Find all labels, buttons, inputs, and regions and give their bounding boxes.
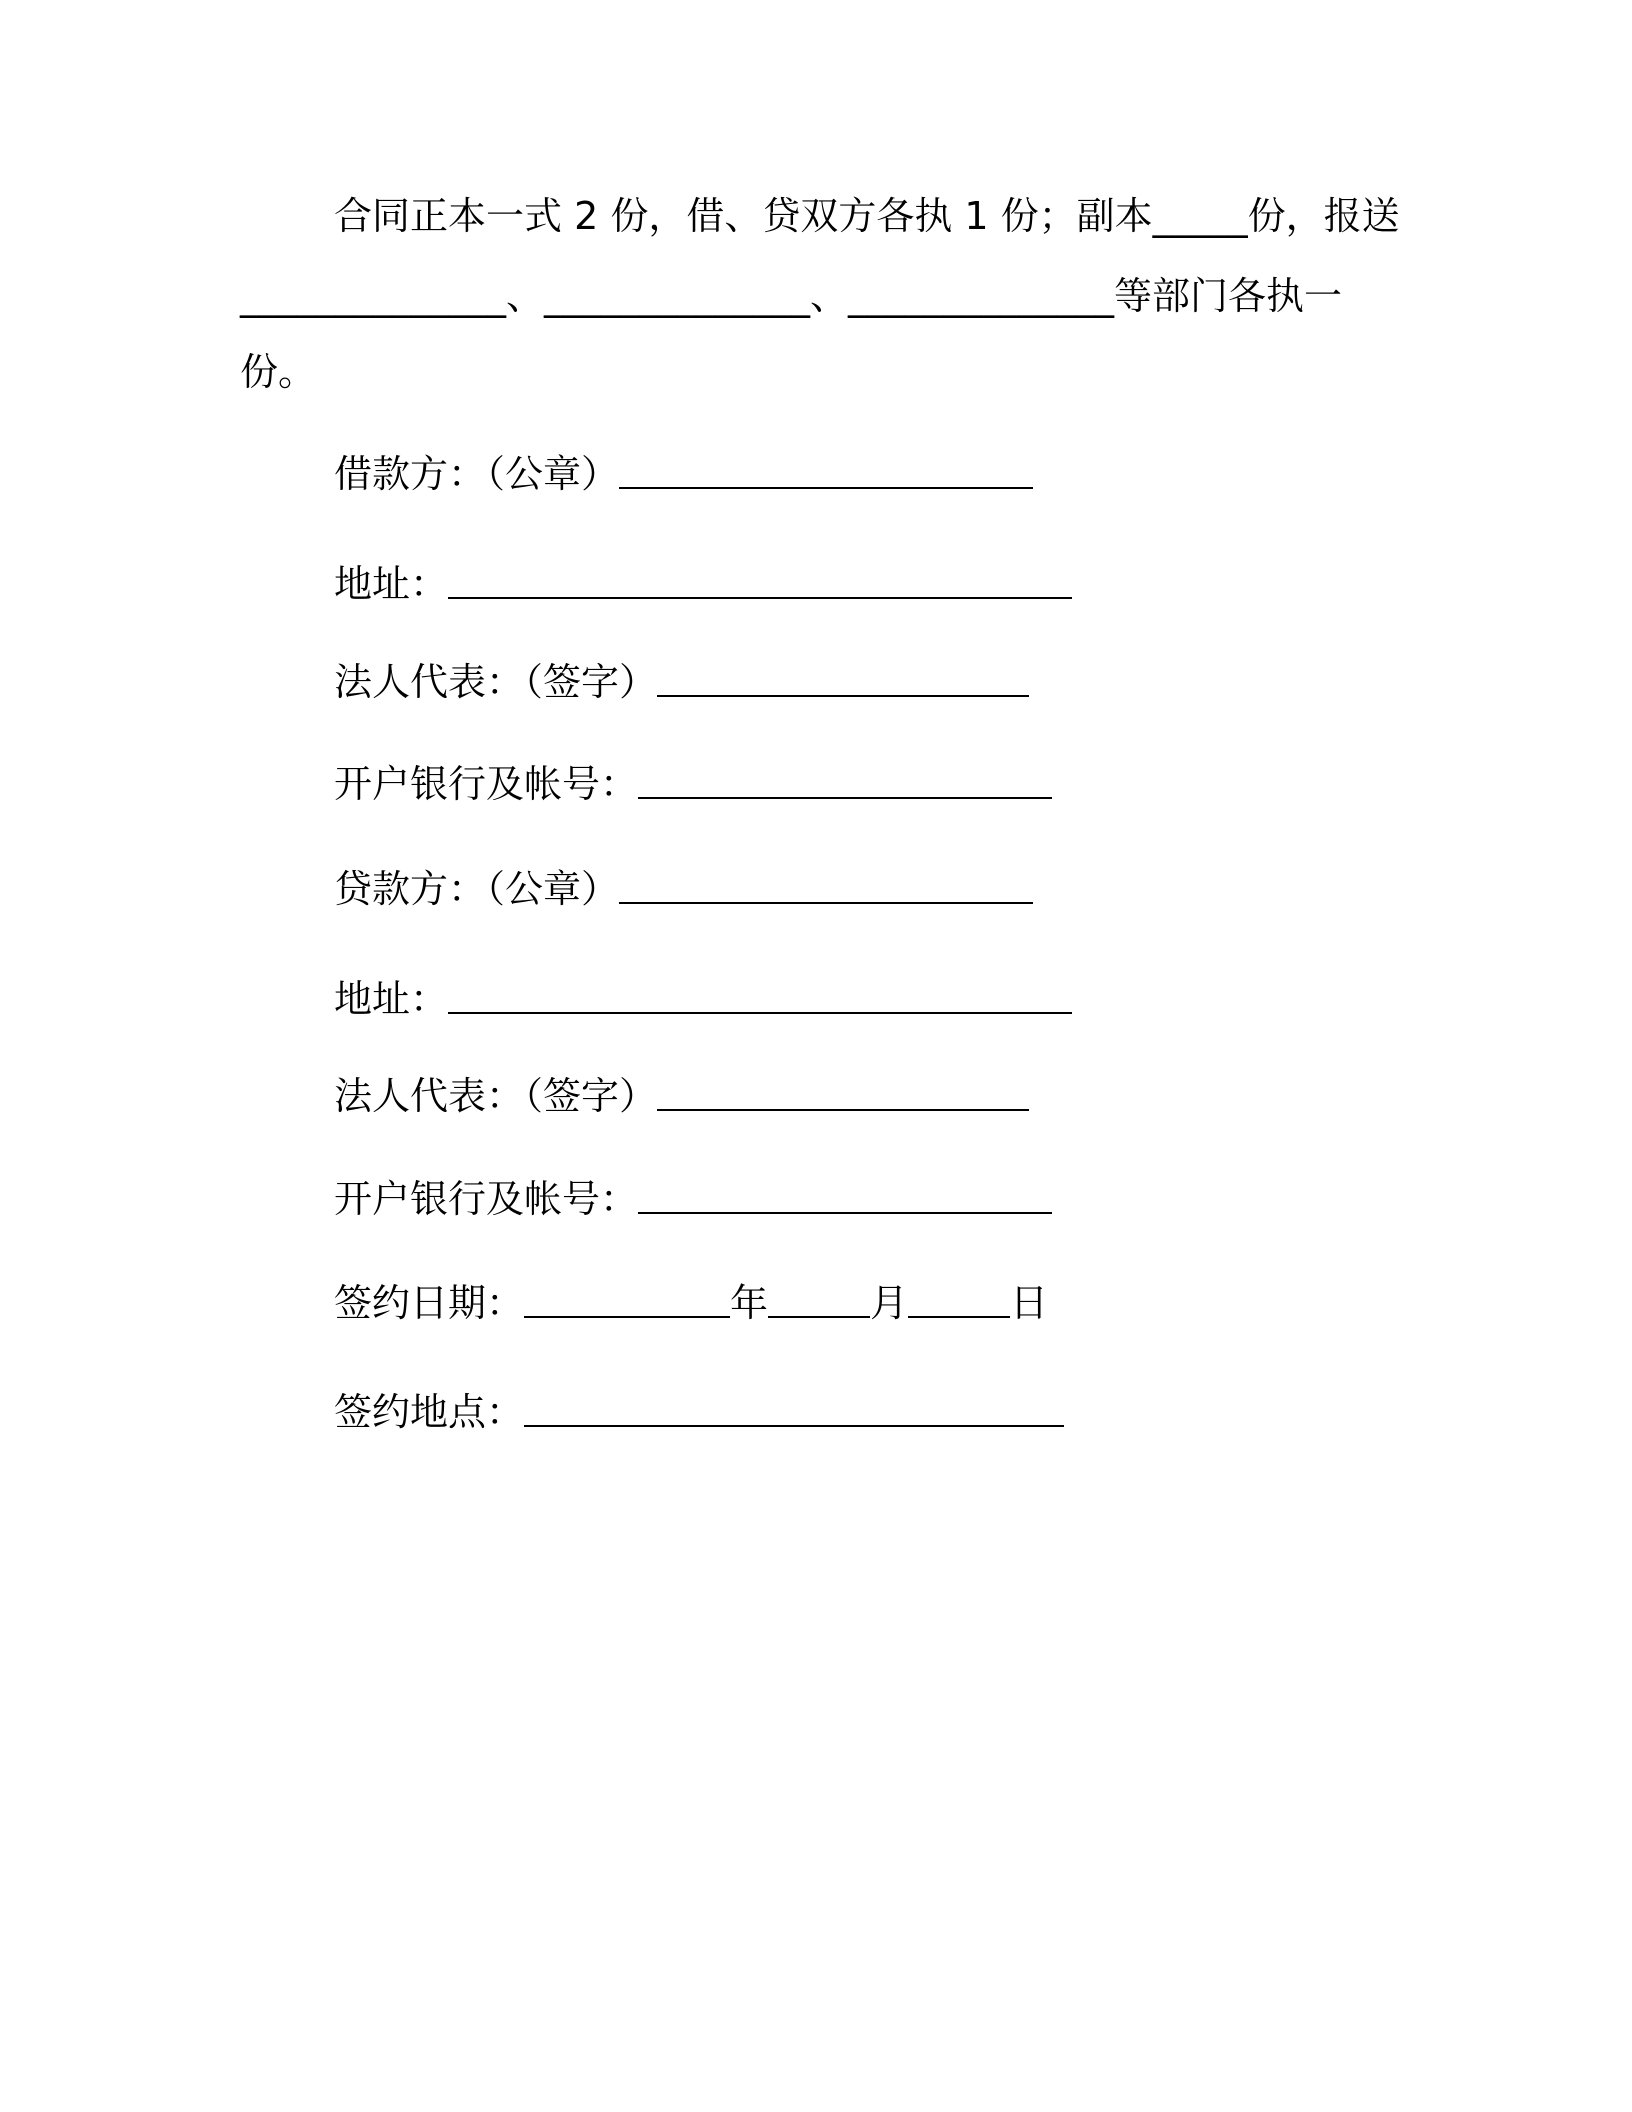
borrower-address-label: 地址： — [334, 562, 449, 606]
lender-address-label: 地址： — [334, 977, 449, 1021]
signing-date-field — [334, 1281, 1049, 1325]
signing-place-blank[interactable] — [524, 1425, 1064, 1427]
borrower-legal-rep-label: 法人代表：（签字） — [334, 660, 658, 704]
borrower-legal-rep-blank[interactable] — [657, 695, 1029, 697]
lender-legal-rep-field — [334, 1074, 1029, 1118]
month-label: 月 — [870, 1281, 909, 1325]
borrower-party-blank[interactable] — [619, 487, 1033, 489]
lender-party-field — [334, 867, 1033, 911]
signing-month-blank[interactable] — [768, 1316, 870, 1318]
lender-legal-rep-blank[interactable] — [657, 1109, 1029, 1111]
lender-bank-field — [334, 1177, 1052, 1221]
borrower-legal-rep-field — [334, 660, 1029, 704]
paragraph-line-2: ______________、______________、______________等部门各执一 — [240, 274, 1343, 318]
borrower-bank-field — [334, 762, 1052, 806]
borrower-party-label: 借款方：（公章） — [334, 452, 620, 496]
paragraph-line-3: 份。 — [240, 350, 317, 394]
lender-address-blank[interactable] — [448, 1012, 1072, 1014]
year-label: 年 — [730, 1281, 769, 1325]
lender-party-blank[interactable] — [619, 902, 1033, 904]
signing-date-label: 签约日期： — [334, 1281, 525, 1325]
borrower-address-blank[interactable] — [448, 597, 1072, 599]
day-label: 日 — [1010, 1281, 1049, 1325]
signing-place-label: 签约地点： — [334, 1390, 525, 1434]
borrower-party-field — [334, 452, 1033, 496]
lender-legal-rep-label: 法人代表：（签字） — [334, 1074, 658, 1118]
paragraph-line-1: 合同正本一式 2 份，借、贷双方各执 1 份；副本_____份，报送 — [334, 194, 1400, 238]
borrower-address-field — [334, 562, 1072, 606]
signing-day-blank[interactable] — [908, 1316, 1010, 1318]
borrower-bank-blank[interactable] — [638, 797, 1052, 799]
lender-address-field — [334, 977, 1072, 1021]
borrower-bank-label: 开户银行及帐号： — [334, 762, 639, 806]
signing-place-field — [334, 1390, 1064, 1434]
lender-bank-blank[interactable] — [638, 1212, 1052, 1214]
signing-year-blank[interactable] — [524, 1316, 730, 1318]
lender-bank-label: 开户银行及帐号： — [334, 1177, 639, 1221]
lender-party-label: 贷款方：（公章） — [334, 867, 620, 911]
